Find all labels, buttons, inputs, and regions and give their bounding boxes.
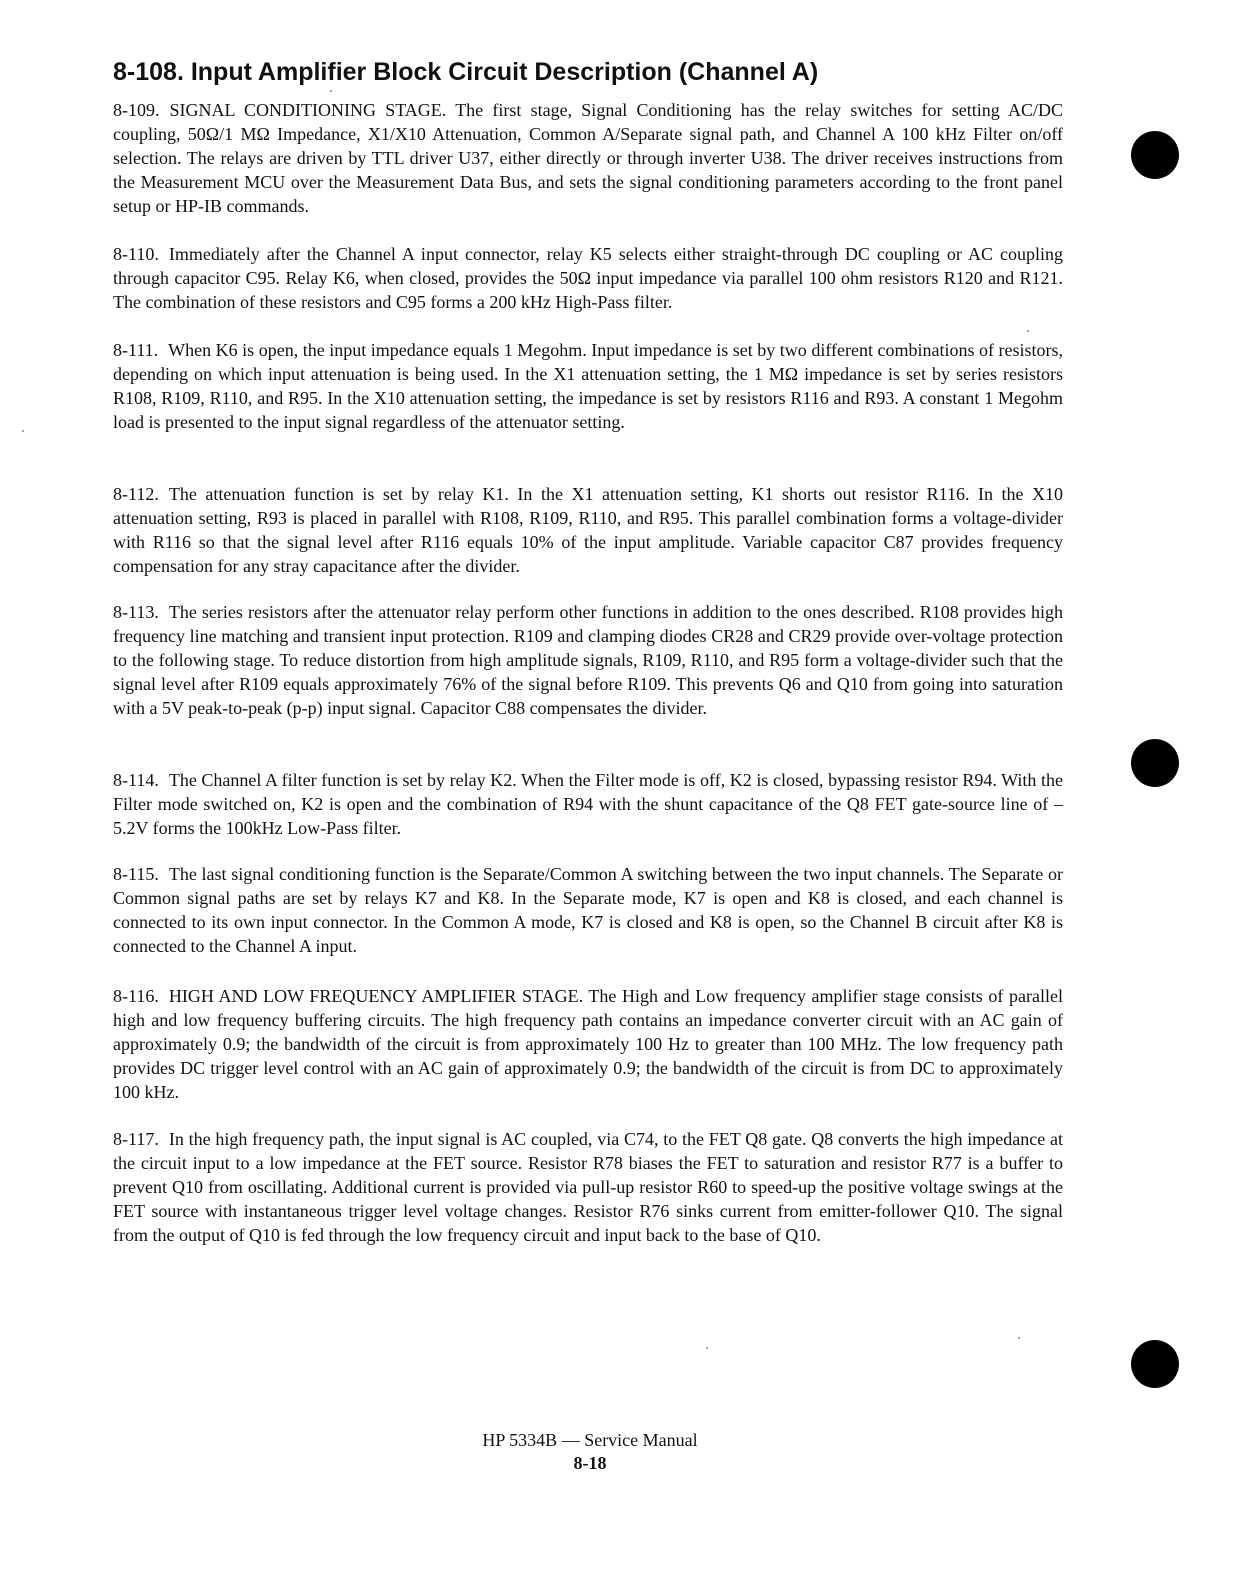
paragraph-8-113 xyxy=(113,600,1063,720)
paragraph-number: 8-114. xyxy=(113,770,159,790)
paragraph-text: HIGH AND LOW FREQUENCY AMPLIFIER STAGE. The High and Low frequency amplifier stage consists of parallel high and low frequency buffering circuits. The high frequency path contains an impedance converter circuit with an AC gain of approximately 0.9; the bandwidth of the circuit is from approximately 100 Hz to greater than 100 MHz. The low frequency path provides DC trigger level control with an AC gain of approximately 0.9; the bandwidth of the circuit is from DC to approximately 100 kHz. xyxy=(113,986,1063,1102)
scan-speck xyxy=(1027,330,1029,332)
binder-hole-bottom xyxy=(1131,1340,1179,1388)
binder-hole-top xyxy=(1131,131,1179,179)
section-heading: 8-108. Input Amplifier Block Circuit Description (Channel A) xyxy=(113,58,819,86)
paragraph-text: In the high frequency path, the input signal is AC coupled, via C74, to the FET Q8 gate. Q8 converts the high impedance at the circuit input to a low impedance at the FET source. Resistor R78 biases the FET to saturation and resistor R77 is a buffer to prevent Q10 from oscillating. Additional current is provided via pull-up resistor R60 to speed-up the positive voltage swings at the FET source with instantaneous trigger level voltage changes. Resistor R76 sinks current from emitter-follower Q10. The signal from the output of Q10 is fed through the low frequency circuit and input back to the base of Q10. xyxy=(113,1129,1063,1245)
paragraph-text: The series resistors after the attenuator relay perform other functions in addition to the ones described. R108 provides high frequency line matching and transient input protection. R109 and clamping diodes CR28 and CR29 provide over-voltage protection to the following stage. To reduce distortion from high amplitude signals, R109, R110, and R95 form a voltage-divider such that the signal level after R109 equals approximately 76% of the signal before R109. This prevents Q6 and Q10 from going into saturation with a 5V peak-to-peak (p-p) input signal. Capacitor C88 compensates the divider. xyxy=(113,602,1063,718)
paragraph-number: 8-112. xyxy=(113,484,159,504)
paragraph-text: The attenuation function is set by relay K1. In the X1 attenuation setting, K1 shorts out resistor R116. In the X10 attenuation setting, R93 is placed in parallel with R108, R109, R110, and R95. This parallel combination forms a voltage-divider with R116 so that the signal level after R116 equals 10% of the input amplitude. Variable capacitor C87 provides frequency compensation for any stray capacitance after the divider. xyxy=(113,484,1063,576)
paragraph-8-116 xyxy=(113,984,1063,1104)
paragraph-number: 8-116. xyxy=(113,986,159,1006)
scan-speck xyxy=(706,1347,708,1349)
scan-speck xyxy=(22,430,24,432)
paragraph-text: Immediately after the Channel A input connector, relay K5 selects either straight-through DC coupling or AC coupling through capacitor C95. Relay K6, when closed, provides the 50Ω input impedance via parallel 100 ohm resistors R120 and R121. The combination of these resistors and C95 forms a 200 kHz High-Pass filter. xyxy=(113,244,1063,312)
paragraph-number: 8-115. xyxy=(113,864,159,884)
paragraph-text: The Channel A filter function is set by relay K2. When the Filter mode is off, K2 is closed, bypassing resistor R94. With the Filter mode switched on, K2 is open and the combination of R94 with the shunt capacitance of the Q8 FET gate-source line of –5.2V forms the 100kHz Low-Pass filter. xyxy=(113,770,1063,838)
paragraph-text: When K6 is open, the input impedance equals 1 Megohm. Input impedance is set by two different combinations of resistors, depending on which input attenuation is being used. In the X1 attenuation setting, the 1 MΩ impedance is set by series resistors R108, R109, R110, and R95. In the X10 attenuation setting, the impedance is set by resistors R116 and R93. A constant 1 Megohm load is presented to the input signal regardless of the attenuator setting. xyxy=(113,340,1063,432)
paragraph-8-117 xyxy=(113,1127,1063,1247)
scan-speck xyxy=(330,90,332,92)
paragraph-number: 8-110. xyxy=(113,244,159,264)
footer-title: HP 5334B — Service Manual xyxy=(482,1430,698,1450)
paragraph-8-110 xyxy=(113,242,1063,314)
paragraph-8-109 xyxy=(113,98,1063,218)
paragraph-text: SIGNAL CONDITIONING STAGE. The first stage, Signal Conditioning has the relay switches for setting AC/DC coupling, 50Ω/1 MΩ Impedance, X1/X10 Attenuation, Common A/Separate signal path, and Channel A 100 kHz Filter on/off selection. The relays are driven by TTL driver U37, either directly or through inverter U38. The driver receives instructions from the Measurement MCU over the Measurement Data Bus, and sets the signal conditioning parameters according to the front panel setup or HP-IB commands. xyxy=(113,100,1063,216)
binder-hole-middle xyxy=(1131,739,1179,787)
paragraph-number: 8-117. xyxy=(113,1129,159,1149)
paragraph-8-111 xyxy=(113,338,1063,434)
paragraph-8-112 xyxy=(113,482,1063,578)
paragraph-text: The last signal conditioning function is the Separate/Common A switching between the two input channels. The Separate or Common signal paths are set by relays K7 and K8. In the Separate mode, K7 is open and K8 is closed, and each channel is connected to its own input connector. In the Common A mode, K7 is closed and K8 is open, so the Channel B circuit after K8 is connected to the Channel A input. xyxy=(113,864,1063,956)
scan-speck xyxy=(1018,1337,1020,1339)
paragraph-8-115 xyxy=(113,862,1063,958)
page-number: 8-18 xyxy=(573,1453,607,1473)
paragraph-number: 8-111. xyxy=(113,340,159,360)
paragraph-number: 8-113. xyxy=(113,602,159,622)
paragraph-number: 8-109. xyxy=(113,100,160,120)
paragraph-8-114 xyxy=(113,768,1063,840)
